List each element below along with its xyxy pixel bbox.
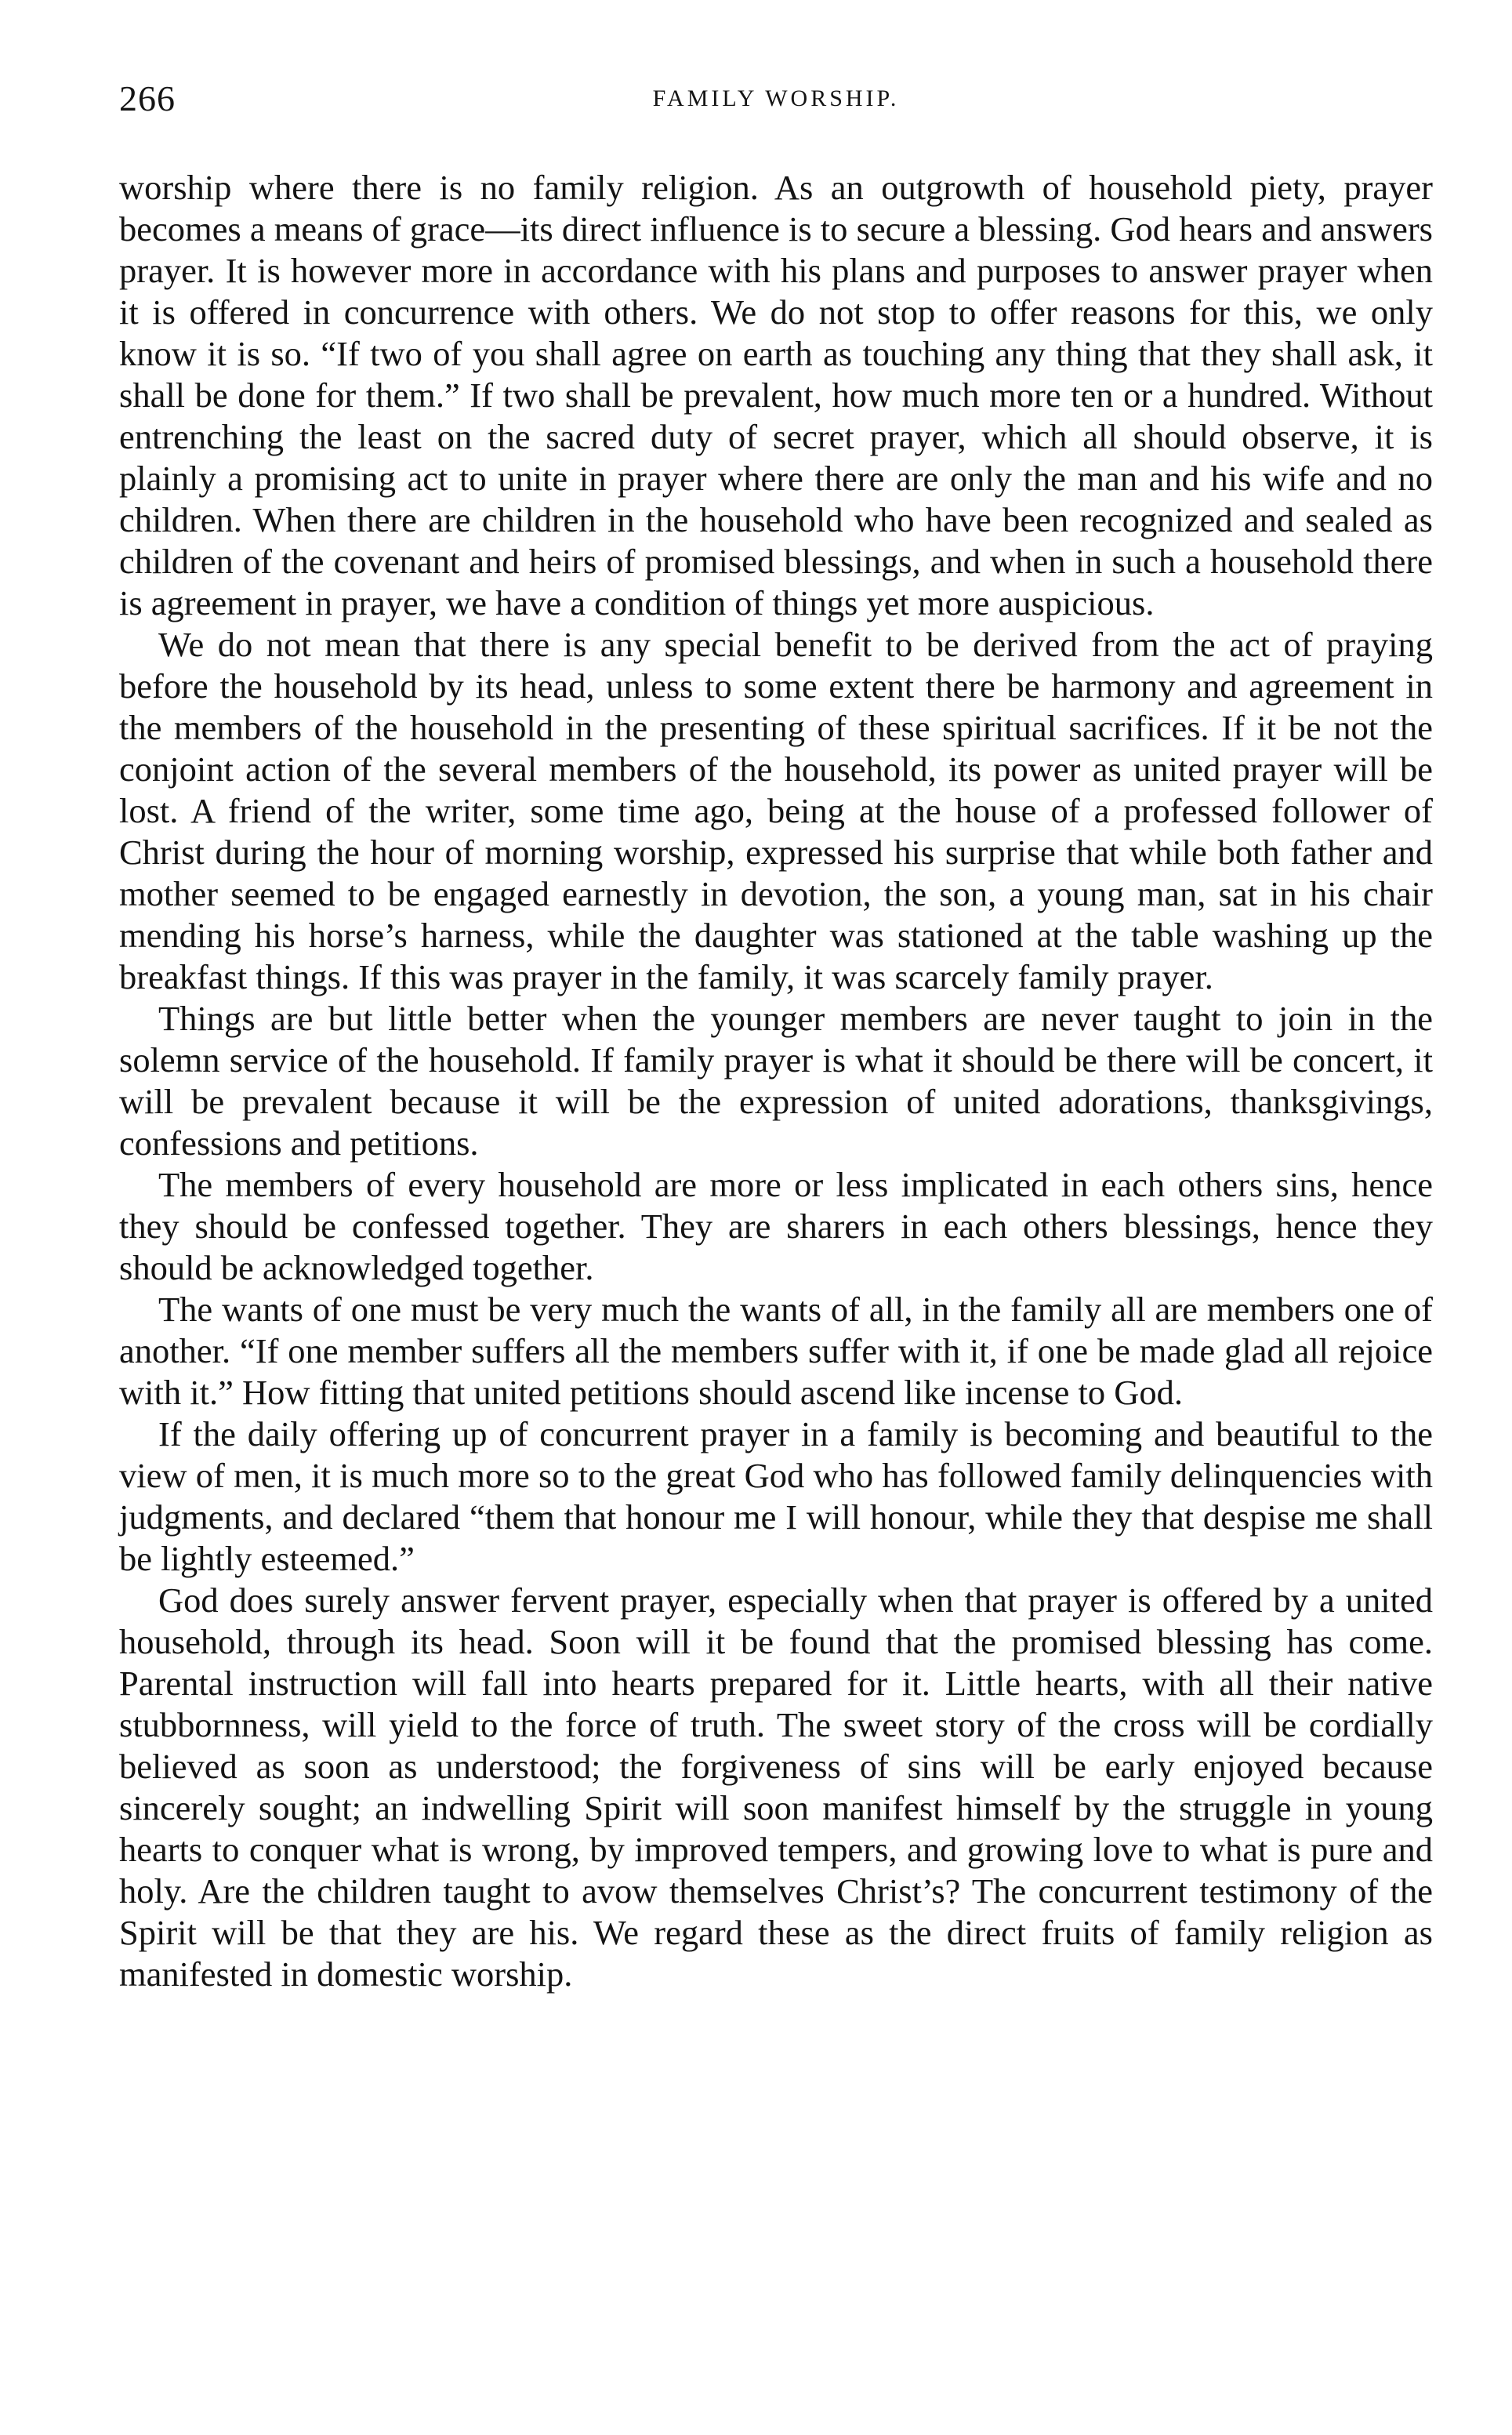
paragraph-confessed-together: The members of every household are more or less implicated in each others sins, hence they should be confessed together. They are sharers in each others blessings, hence they should be acknowledged together. [119,1165,1433,1287]
running-head [119,77,1433,124]
paragraph-wants-of-one: The wants of one must be very much the wants of all, in the family all are members one of another. “If one member suffers all the members suffer with it, if one be made glad all rejoice with it.” How fitting that united petitions should ascend like incense to God. [119,1290,1433,1412]
page-number: 266 [119,78,176,118]
paragraph-continuation: worship where there is no family religion. As an outgrowth of household piety, prayer becomes a means of grace—its direct influence is to secure a blessing. God hears and answers prayer. It is however more in accordance with his plans and purposes to answer prayer when it is offered in concurrence with others. We do not stop to offer reasons for this, we only know it is so. “If two of you shall agree on earth as touching any thing that they shall ask, it shall be done for them.” If two shall be prevalent, how much more ten or a hundred. Without entrenching the least on the sacred duty of secret prayer, which all should observe, it is plainly a promising act to unite in prayer where there are only the man and his wife and no children. When there are children in the household who have been recognized and sealed as children of the covenant and heirs of promised blessings, and when in such a household there is agreement in prayer, we have a condition of things yet more auspicious. [119,168,1433,622]
paragraph-younger-members: Things are but little better when the younger members are never taught to join in the solemn service of the household. If family prayer is what it should be there will be concert, it will be prevalent because it will be the expression of united adorations, thanksgivings, confessions and petitions. [119,999,1433,1163]
body-text [119,167,1433,1995]
paragraph-daily-offering: If the daily offering up of concurrent prayer in a family is becoming and beautiful to the view of men, it is much more so to the great God who has followed family delinquencies with judgments, and declared “them that honour me I will honour, while they that despise me shall be lightly esteemed.” [119,1414,1433,1578]
paragraph-god-answers-prayer: God does surely answer fervent prayer, especially when that prayer is offered by a united household, through its head. Soon will it be found that the promised blessing has come. Parental instruction will fall into hearts prepared for it. Little hearts, with all their native stubbornness, will yield to the force of truth. The sweet story of the cross will be cordially believed as soon as understood; the forgiveness of sins will be early enjoyed because sincerely sought; an indwelling Spirit will soon manifest himself by the struggle in young hearts to conquer what is wrong, by improved tempers, and growing love to what is pure and holy. Are the children taught to avow themselves Christ’s? The concurrent testimony of the Spirit will be that they are his. We regard these as the direct fruits of family religion as manifested in domestic worship. [119,1580,1433,1994]
running-title: FAMILY WORSHIP. [652,85,900,111]
paragraph-praying-before-household: We do not mean that there is any special benefit to be derived from the act of praying before the household by its head, unless to some extent there be harmony and agreement in the members of the household in the presenting of these spiritual sacrifices. If it be not the conjoint action of the several members of the household, its power as united prayer will be lost. A friend of the writer, some time ago, being at the house of a professed follower of Christ during the hour of morning worship, expressed his surprise that while both father and mother seemed to be engaged earnestly in devotion, the son, a young man, sat in his chair mending his horse’s harness, while the daughter was stationed at the table washing up the breakfast things. If this was prayer in the family, it was scarcely family prayer. [119,625,1433,996]
